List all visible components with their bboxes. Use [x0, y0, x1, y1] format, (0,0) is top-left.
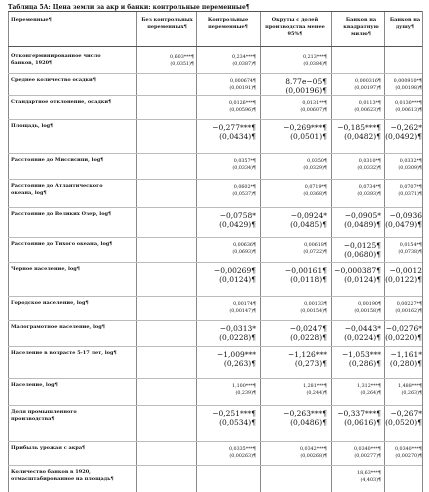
cell-coefficient: −1,009*** [216, 350, 256, 359]
cell-std-error: (0,0722)¶ [303, 250, 327, 255]
cell-std-error: (0,0387)¶ [232, 62, 256, 67]
cell-std-error: (0,00623)¶ [354, 108, 381, 113]
cell-std-error: (0,0329)¶ [303, 166, 327, 171]
row-divider [8, 73, 422, 74]
cell-coefficient: 0,603***¶ [170, 55, 194, 60]
cell-coefficient: −0,277***¶ [212, 123, 256, 132]
grid-vline [331, 11, 332, 492]
row-divider [8, 405, 422, 406]
cell-std-error: (0,0479)¶ [385, 220, 422, 229]
cell-coefficient: 0,0154*¶ [399, 243, 422, 248]
cell-coefficient: −0,267* [390, 409, 422, 418]
cell-std-error: (0,0332)¶ [357, 166, 381, 171]
cell-std-error: (0,0520)¶ [385, 418, 422, 427]
cell-coefficient: 1,312***¶ [357, 384, 381, 389]
cell-std-error: (0,00607)¶ [300, 108, 327, 113]
cell-coefficient: 18,63***¶ [357, 471, 381, 476]
cell-coefficient: −0,00161¶ [284, 266, 327, 275]
row-label: Количество банков в 1920, отмасштабированное на площадь¶ [11, 469, 114, 482]
row-divider [8, 378, 422, 379]
row-label: Прибыль урожая с акра¶ [11, 445, 86, 451]
cell-coefficient: 0,0357*¶ [233, 159, 256, 164]
cell-coefficient: −0,263***¶ [283, 409, 327, 418]
grid-vline [260, 11, 261, 492]
cell-coefficient: 0,0332*¶ [399, 159, 422, 164]
row-label: Отконгерминированное число банков, 1920¶ [11, 53, 101, 66]
cell-coefficient: 0,0602*¶ [233, 185, 256, 190]
row-divider [8, 262, 422, 263]
cell-coefficient: 0,0310*¶ [358, 159, 381, 164]
row-label: Стандартное отклонение, осадки¶ [11, 99, 112, 105]
cell-std-error: (0,273)¶ [294, 359, 327, 368]
cell-coefficient: 0,00190¶ [358, 302, 381, 307]
cell-std-error: (0,00613)¶ [395, 108, 422, 113]
row-divider [8, 119, 422, 120]
row-divider [8, 320, 422, 321]
cell-coefficient: 0,0350¶ [307, 159, 327, 164]
row-label: Малограмотное население, log¶ [11, 324, 105, 330]
cell-std-error: (0,00196)¶ [285, 86, 327, 95]
cell-std-error: (0,0429)¶ [219, 220, 256, 229]
cell-std-error: (0,239)¶ [235, 391, 256, 396]
cell-coefficient: −1,053*** [341, 350, 381, 359]
row-divider [8, 237, 422, 238]
cell-std-error: (0,0228)¶ [219, 333, 256, 342]
row-label: Расстояние до Великих Озер, log¶ [11, 211, 112, 217]
cell-std-error: (0,0693)¶ [232, 250, 256, 255]
cell-coefficient: −0,337***¶ [337, 409, 381, 418]
cell-std-error: (0,0485)¶ [290, 220, 327, 229]
cell-std-error: (0,0228)¶ [290, 333, 327, 342]
cell-coefficient: −0,0924* [290, 211, 327, 220]
cell-std-error: (0,0501)¶ [290, 132, 327, 141]
cell-std-error: (0,0486)¶ [290, 418, 327, 427]
cell-coefficient: 0,0340***¶ [394, 447, 422, 452]
cell-coefficient: 0,0131**¶ [302, 101, 327, 106]
cell-std-error: (0,0368)¶ [303, 192, 327, 197]
cell-coefficient: 0,0113*¶ [358, 101, 381, 106]
row-label: Черное население, log¶ [11, 266, 80, 272]
cell-std-error: (0,0489)¶ [344, 220, 381, 229]
cell-coefficient: 8.77e−05¶ [285, 77, 327, 86]
cell-coefficient: −0,262* [390, 123, 422, 132]
cell-coefficient: 0,00618¶ [304, 243, 327, 248]
cell-std-error: (0,00191)¶ [229, 86, 256, 91]
cell-coefficient: 1,281***¶ [303, 384, 327, 389]
cell-std-error: (0,0393)¶ [357, 192, 381, 197]
cell-std-error: (0,00263)¶ [229, 454, 256, 459]
row-divider [8, 346, 422, 347]
cell-coefficient: 0,0342***¶ [299, 447, 327, 452]
cell-coefficient: −0,251***¶ [212, 409, 256, 418]
cell-std-error: (0,244)¶ [306, 391, 327, 396]
cell-coefficient: −1,126*** [287, 350, 327, 359]
cell-coefficient: 0,0126***¶ [228, 101, 256, 106]
cell-std-error: (0,00596)¶ [229, 108, 256, 113]
cell-coefficient: 0,0335***¶ [228, 447, 256, 452]
cell-std-error: (0,0482)¶ [344, 132, 381, 141]
grid-vline [422, 11, 423, 492]
cell-coefficient: −0,0313* [219, 324, 256, 333]
cell-coefficient: −0,0443* [344, 324, 381, 333]
cell-std-error: (0,0534)¶ [219, 418, 256, 427]
cell-coefficient: 0,0734*¶ [358, 185, 381, 190]
header-banks-per-capita: Банков на душу¶ [389, 17, 421, 30]
row-label: Население в возрасте 5-17 лет, log¶ [11, 350, 117, 356]
row-label: Расстояние до Тихого океана, log¶ [11, 241, 113, 247]
cell-coefficient: 0,0707*¶ [399, 185, 422, 190]
cell-std-error: (0,264)¶ [360, 391, 381, 396]
cell-coefficient: −0,0012 [389, 266, 422, 275]
cell-std-error: (0,0224)¶ [344, 333, 381, 342]
cell-std-error: (0,00198)¶ [395, 86, 422, 91]
cell-std-error: (0,00268)¶ [300, 454, 327, 459]
cell-coefficient: −0,000387¶ [334, 266, 381, 275]
cell-coefficient: 0,213***¶ [303, 55, 327, 60]
cell-std-error: (0,286)¶ [348, 359, 381, 368]
row-label: Городское население, log¶ [11, 300, 89, 306]
cell-std-error: (0,00154)¶ [300, 309, 327, 314]
cell-std-error: (0,00270)¶ [395, 454, 422, 459]
row-label: Среднее количество осадки¶ [11, 77, 96, 83]
cell-std-error: (0,263)¶ [223, 359, 256, 368]
cell-coefficient: 1,488***¶ [398, 384, 422, 389]
cell-std-error: (0,0537)¶ [232, 192, 256, 197]
cell-coefficient: −0,185***¶ [337, 123, 381, 132]
row-label: Население, log¶ [11, 382, 58, 388]
cell-coefficient: 0,000316¶ [355, 79, 381, 84]
row-divider [8, 153, 422, 154]
cell-coefficient: −0,0247¶ [289, 324, 327, 333]
cell-coefficient: −0,0758* [219, 211, 256, 220]
cell-coefficient: 0,00133¶ [304, 302, 327, 307]
grid-vline [136, 11, 137, 492]
row-label: Площадь, log¶ [11, 123, 54, 129]
cell-std-error: (0,0492)¶ [385, 132, 422, 141]
cell-coefficient: 1,100***¶ [232, 384, 256, 389]
table-title: Таблица 5А: Цена земли за акр и банки: контрольные переменные¶ [8, 4, 250, 11]
header-counties-under-95: Окруты с долей производства менее 95%¶ [265, 17, 325, 37]
cell-coefficient: 0,00174¶ [233, 302, 256, 307]
cell-std-error: (0,0122)¶ [385, 275, 422, 284]
cell-std-error: (0,0384)¶ [303, 62, 327, 67]
cell-coefficient: 0,0719*¶ [304, 185, 327, 190]
cell-coefficient: −0,0125¶ [343, 241, 381, 250]
cell-coefficient: −0,269***¶ [283, 123, 327, 132]
cell-std-error: (0,0118)¶ [290, 275, 327, 284]
cell-std-error: (0,263)¶ [401, 391, 422, 396]
grid-vline [8, 11, 9, 492]
cell-coefficient: −1,161* [390, 350, 422, 359]
row-label: Расстояние до Миссисипи, log¶ [11, 157, 104, 163]
cell-coefficient: −0,0905* [344, 211, 381, 220]
cell-coefficient: −0,0936 [389, 211, 422, 220]
cell-std-error: (0,280)¶ [389, 359, 422, 368]
cell-std-error: (0,0351)¶ [170, 62, 194, 67]
row-label: Расстояние до Атлантического океана, log¶ [11, 183, 103, 196]
row-divider [8, 441, 422, 442]
row-divider [8, 207, 422, 208]
header-controls: Контрольные переменные¶ [207, 17, 249, 30]
cell-coefficient: 0,00636¶ [233, 243, 256, 248]
cell-std-error: (0,00277)¶ [354, 454, 381, 459]
cell-coefficient: 0,00227*¶ [396, 302, 422, 307]
cell-coefficient: −0,00269¶ [213, 266, 256, 275]
cell-std-error: (0,0334)¶ [232, 166, 256, 171]
grid-hline [8, 46, 422, 47]
cell-std-error: (0,00197)¶ [354, 86, 381, 91]
cell-std-error: (0,0371)¶ [398, 192, 422, 197]
cell-std-error: (0,00162)¶ [395, 309, 422, 314]
row-label: Доля промышленного производства¶ [11, 409, 77, 422]
cell-std-error: (0,0680)¶ [344, 250, 381, 259]
header-banks-per-sq-mile: Банков на квадратную милю¶ [343, 17, 379, 37]
cell-std-error: (0,0738)¶ [398, 250, 422, 255]
cell-coefficient: 0,0340***¶ [353, 447, 381, 452]
row-divider [8, 179, 422, 180]
cell-std-error: (0,0124)¶ [219, 275, 256, 284]
grid-vline [196, 11, 197, 492]
cell-coefficient: −0,0276* [385, 324, 422, 333]
cell-std-error: (0,0220)¶ [385, 333, 422, 342]
cell-std-error: (0,0616)¶ [344, 418, 381, 427]
cell-coefficient: 0,000910*¶ [393, 79, 422, 84]
row-divider [8, 95, 422, 96]
row-divider [8, 296, 422, 297]
cell-coefficient: 0,000674¶ [230, 79, 256, 84]
grid-hline [8, 11, 422, 12]
cell-std-error: (0,00158)¶ [354, 309, 381, 314]
row-divider [8, 465, 422, 466]
cell-std-error: (4,403)¶ [360, 478, 381, 483]
cell-coefficient: 0,234***¶ [232, 55, 256, 60]
header-no-controls: Без контрольных переменных¶ [141, 17, 193, 30]
cell-std-error: (0,0434)¶ [219, 132, 256, 141]
header-variables: Переменные¶ [11, 17, 52, 23]
cell-std-error: (0,0309)¶ [398, 166, 422, 171]
cell-std-error: (0,00147)¶ [229, 309, 256, 314]
cell-coefficient: 0,0130***¶ [394, 101, 422, 106]
cell-std-error: (0,0124)¶ [344, 275, 381, 284]
